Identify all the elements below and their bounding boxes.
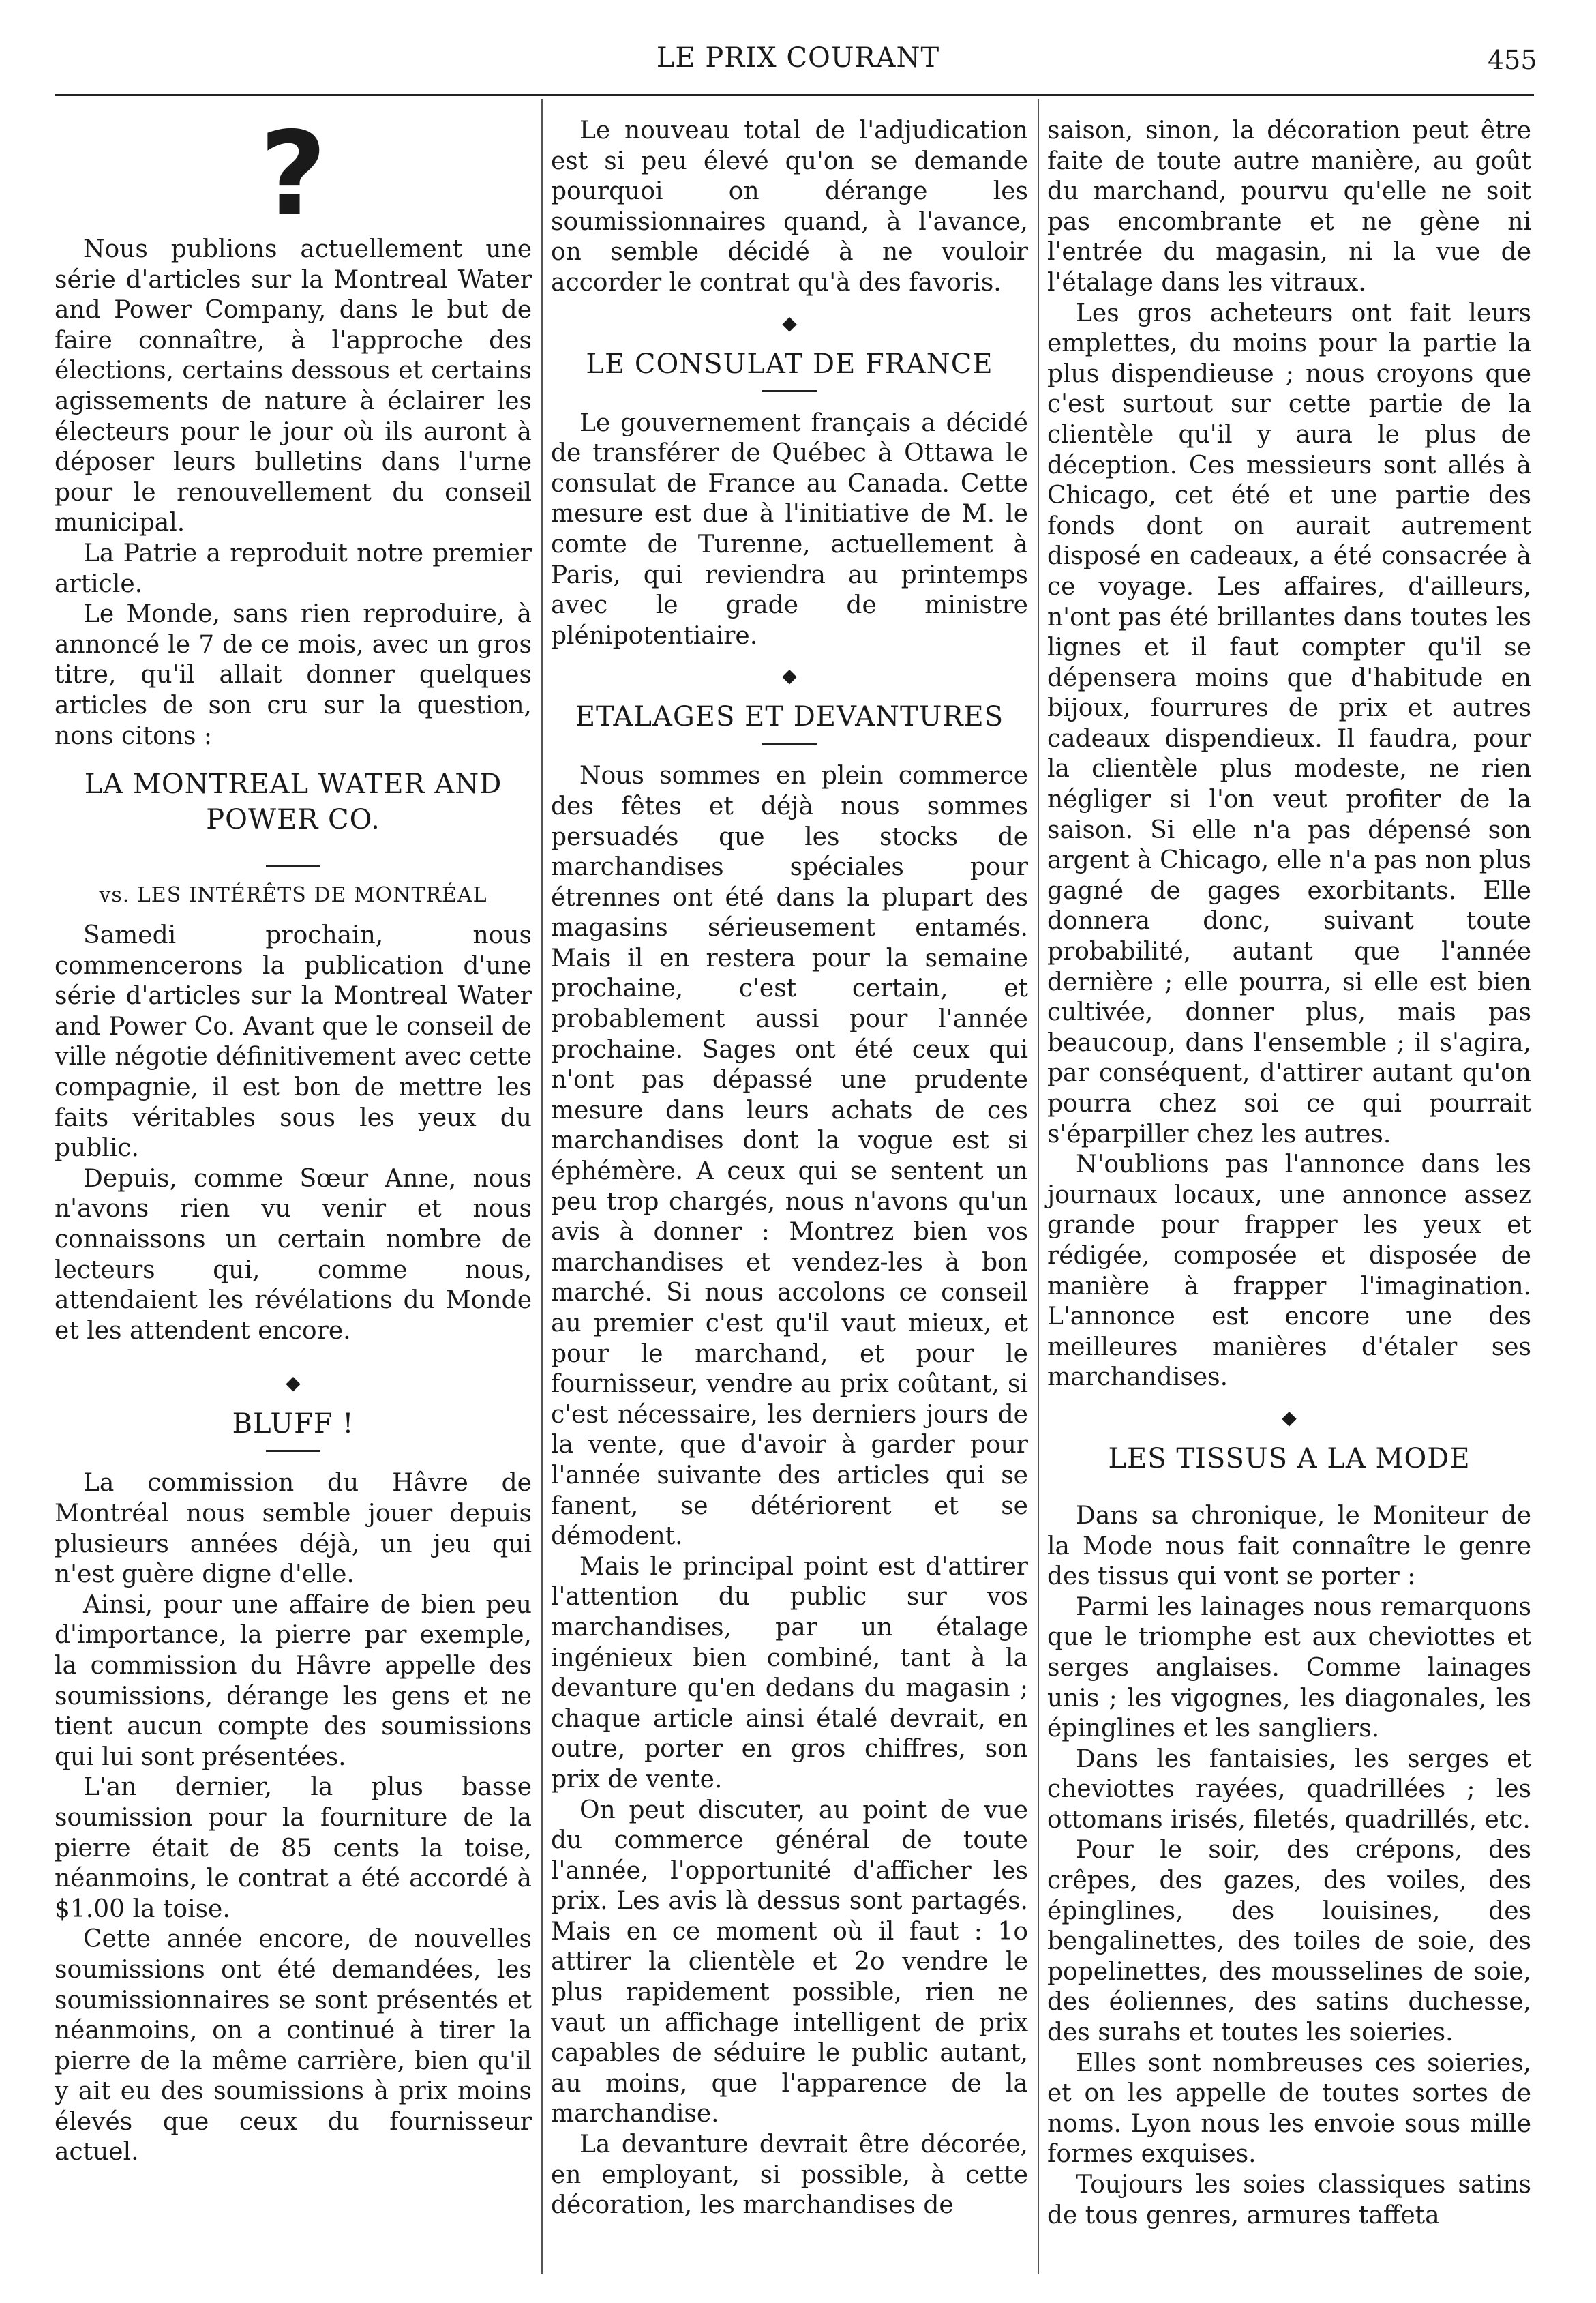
heading-rule — [762, 743, 817, 745]
paragraph: Nous publions actuellement une série d'articles sur la Montreal Water and Power Company, dans le but de faire connaître, à l'approche des élections, certains dessous et certains agissements de nature à éclairer les électeurs pour le jour où ils auront à déposer leurs bulletins dans l'urne pour le renouvellement du conseil municipal. — [55, 235, 532, 537]
paragraph: Samedi prochain, nous commencerons la publication d'une série d'articles sur la Montreal Water and Power Co. Avant que le conseil de ville négotie définitivement avec cette compagnie, il est bon de mettre les faits véritables sous les yeux du public. — [55, 921, 532, 1163]
spacer — [1047, 1481, 1531, 1501]
paragraph: Dans les fantaisies, les serges et cheviottes rayées, quadrillées ; les ottomans irisés, filetés, quadrillés, etc. — [1047, 1744, 1531, 1834]
paragraph: Pour le soir, des crépons, des crêpes, des gazes, des voiles, des épinglines, des louisines, des bengalinettes, des toiles de soie, des popelinettes, des mousselines de soie, des éoliennes, des satins duchesse, des surahs et toutes les soieries. — [1047, 1836, 1531, 2047]
paragraph: L'an dernier, la plus basse soumission pour la fourniture de la pierre était de 85 cents la toise, néanmoins, le contrat a été accordé à $1.00 la toise. — [55, 1773, 532, 1923]
column-1 — [55, 107, 532, 2168]
paragraph: Depuis, comme Sœur Anne, nous n'avons rien vu venir et nous connaissons un certain nombre de lecteurs qui, comme nous, attendaient les révélations du Monde et les attendent encore. — [55, 1164, 532, 1345]
paragraph: La Patrie a reproduit notre premier article. — [55, 539, 532, 598]
paragraph: Les gros acheteurs ont fait leurs emplettes, du moins pour la partie la plus dispendieuse ; nous croyons que c'est surtout sur cette partie de la clientèle qu'il y aura le plus de déception. Ces messieurs sont allés à Chicago, cet été et une partie des fonds dont on aurait autrement disposé en cadeaux, a été consacrée à ce voyage. Les affaires, d'ailleurs, n'ont pas été brillantes dans toutes les lignes et il faut compter qu'il se dépensera moins que d'habitude en bijoux, fourrures de prix et autres cadeaux dispendieux. Il faudra, pour la clientèle plus modeste, ne rien négliger si l'on veut profiter de la saison. Si elle n'a pas dépensé son argent à Chicago, elle n'a pas non plus gagné de gages exorbitants. Elle donnera donc, suivant toute probabilité, autant que l'année dernière ; elle pourra, si elle est bien cultivée, donner plus, mais pas beaucoup, dans l'ensemble ; il s'agira, par conséquent, d'attirer autant qu'on pourra chez soi ce qui pourrait s'éparpiller chez les autres. — [1047, 299, 1531, 1148]
ornament: ◆ — [782, 311, 797, 334]
article-heading: BLUFF ! — [232, 1408, 355, 1440]
paragraph: On peut discuter, au point de vue du commerce général de toute l'année, l'opportunité d'afficher les prix. Les avis là dessus sont partagés. Mais en ce moment où il faut : 1o attirer la clientèle et 2o vendre le plus rapidement possible, rien ne vaut un affichage intelligent de prix capables de séduire le public autant, au moins, que l'apparence de la marchandise. — [551, 1796, 1028, 2128]
paragraph: La devanture devrait être décorée, en employant, si possible, à cette décoration, les marchandises de — [551, 2130, 1028, 2220]
heading-rule — [762, 390, 817, 392]
paragraph: saison, sinon, la décoration peut être faite de toute autre manière, au goût du marchand, pourvu qu'elle ne soit pas encombrante et ne gène ni l'entrée du magasin, ni la vue de l'étalage dans les vitraux. — [1047, 117, 1531, 297]
paragraph: Nous sommes en plein commerce des fêtes et déjà nous sommes persuadés que les stocks de marchandises spéciales pour étrennes ont été dans la plupart des magasins sérieusement entamés. Mais il en restera pour la semaine prochaine, c'est certain, et probablement aussi pour l'année prochaine. Sages ont été ceux qui n'ont pas dépassé une prudente mesure dans leurs achats de ces marchandises dont la vogue est si éphémère. A ceux qui se sentent un peu trop chargés, nous n'avons qu'un avis à donner : Montrez bien vos marchandises et vendez-les à bon marché. Si nous accolons ce conseil au premier c'est qu'il vaut mieux, et pour le marchand, et pour le fournisseur, vendre au prix coûtant, si c'est nécessaire, les derniers jours de la vente, que d'avoir à garder pour l'année suivante des articles qui se fanent, se détériorent et se démodent. — [551, 762, 1028, 1551]
paragraph: N'oublions pas l'annonce dans les journaux locaux, une annonce assez grande pour frapper les yeux et rédigée, composée et disposée de manière à frapper l'imagination. L'annonce est encore une des meilleures manières d'étaler ses marchandises. — [1047, 1150, 1531, 1392]
paragraph: Ainsi, pour une affaire de bien peu d'importance, la pierre par exemple, la commission du Hâvre appelle des soumissions, dérange les gens et ne tient aucun compte des soumissions qui lui sont présentées. — [55, 1590, 532, 1771]
article-heading: LE CONSULAT DE FRANCE — [586, 348, 993, 380]
paragraph: La commission du Hâvre de Montréal nous semble jouer depuis plusieurs années déjà, un jeu qui n'est guère digne d'elle. — [55, 1469, 532, 1589]
column-2 — [551, 116, 1028, 2221]
ornament: ◆ — [782, 664, 797, 687]
ornament: ◆ — [286, 1371, 301, 1395]
question-mark-heading: ? — [259, 107, 327, 242]
paragraph: Le Monde, sans rien reproduire, à annoncé le 7 de ce mois, avec un gros titre, qu'il allait donner quelques articles de son cru sur la question, nons citons : — [55, 600, 532, 750]
column-3 — [1047, 116, 1531, 2231]
page-number: 455 — [1488, 45, 1537, 75]
paragraph: Toujours les soies classiques satins de tous genres, armures taffeta — [1047, 2171, 1531, 2229]
article-subheading: vs. LES INTÉRÊTS DE MONTRÉAL — [99, 883, 487, 908]
article-heading: LES TISSUS A LA MODE — [1108, 1442, 1471, 1474]
paragraph: Le gouvernement français a décidé de transférer de Québec à Ottawa le consulat de France au Canada. Cette mesure est due à l'initiative de M. le comte de Turenne, actuellement à Paris, qui reviendra au printemps avec le grade de ministre plénipotentiaire. — [551, 408, 1028, 650]
column-separator — [541, 99, 543, 2274]
paragraph: Mais le principal point est d'attirer l'attention du public sur vos marchandises, par un étalage ingénieux bien combiné, tant à la devanture qu'en dedans du magasin ; chaque article ainsi étalé devrait, en outre, porter en gros chiffres, son prix de vente. — [551, 1552, 1028, 1794]
page-header-title: LE PRIX COURANT — [656, 42, 940, 74]
paragraph: Cette année encore, de nouvelles soumissions ont été demandées, les soumissionnaires se sont présentés et néanmoins, on a continué à tirer la pierre de la même carrière, bien qu'il y ait eu des soumissions à prix moins élevés que ceux du fournisseur actuel. — [55, 1925, 532, 2167]
paragraph: Dans sa chronique, le Moniteur de la Mode nous fait connaître le genre des tissus qui vont se porter : — [1047, 1501, 1531, 1591]
header-rule — [55, 94, 1534, 96]
column-separator — [1038, 99, 1039, 2274]
paragraph: Elles sont nombreuses ces soieries, et on les appelle de toutes sortes de noms. Lyon nous les envoie sous mille formes exquises. — [1047, 2049, 1531, 2169]
paragraph: Le nouveau total de l'adjudication est si peu élevé qu'on se demande pourquoi on dérange les soumissionnaires quand, à l'avance, on semble décidé à ne vouloir accorder le contrat qu'à des favoris. — [551, 117, 1028, 297]
heading-rule — [266, 865, 320, 867]
paragraph: Parmi les lainages nous remarquons que le triomphe est aux cheviottes et serges anglaises. Comme lainages unis ; les vigognes, les diagonales, les épinglines et les sangliers. — [1047, 1592, 1531, 1743]
heading-rule — [266, 1450, 320, 1452]
article-heading: LA MONTREAL WATER AND POWER CO. — [84, 769, 502, 836]
article-heading: ETALAGES ET DEVANTURES — [575, 701, 1004, 733]
ornament: ◆ — [1282, 1406, 1297, 1429]
